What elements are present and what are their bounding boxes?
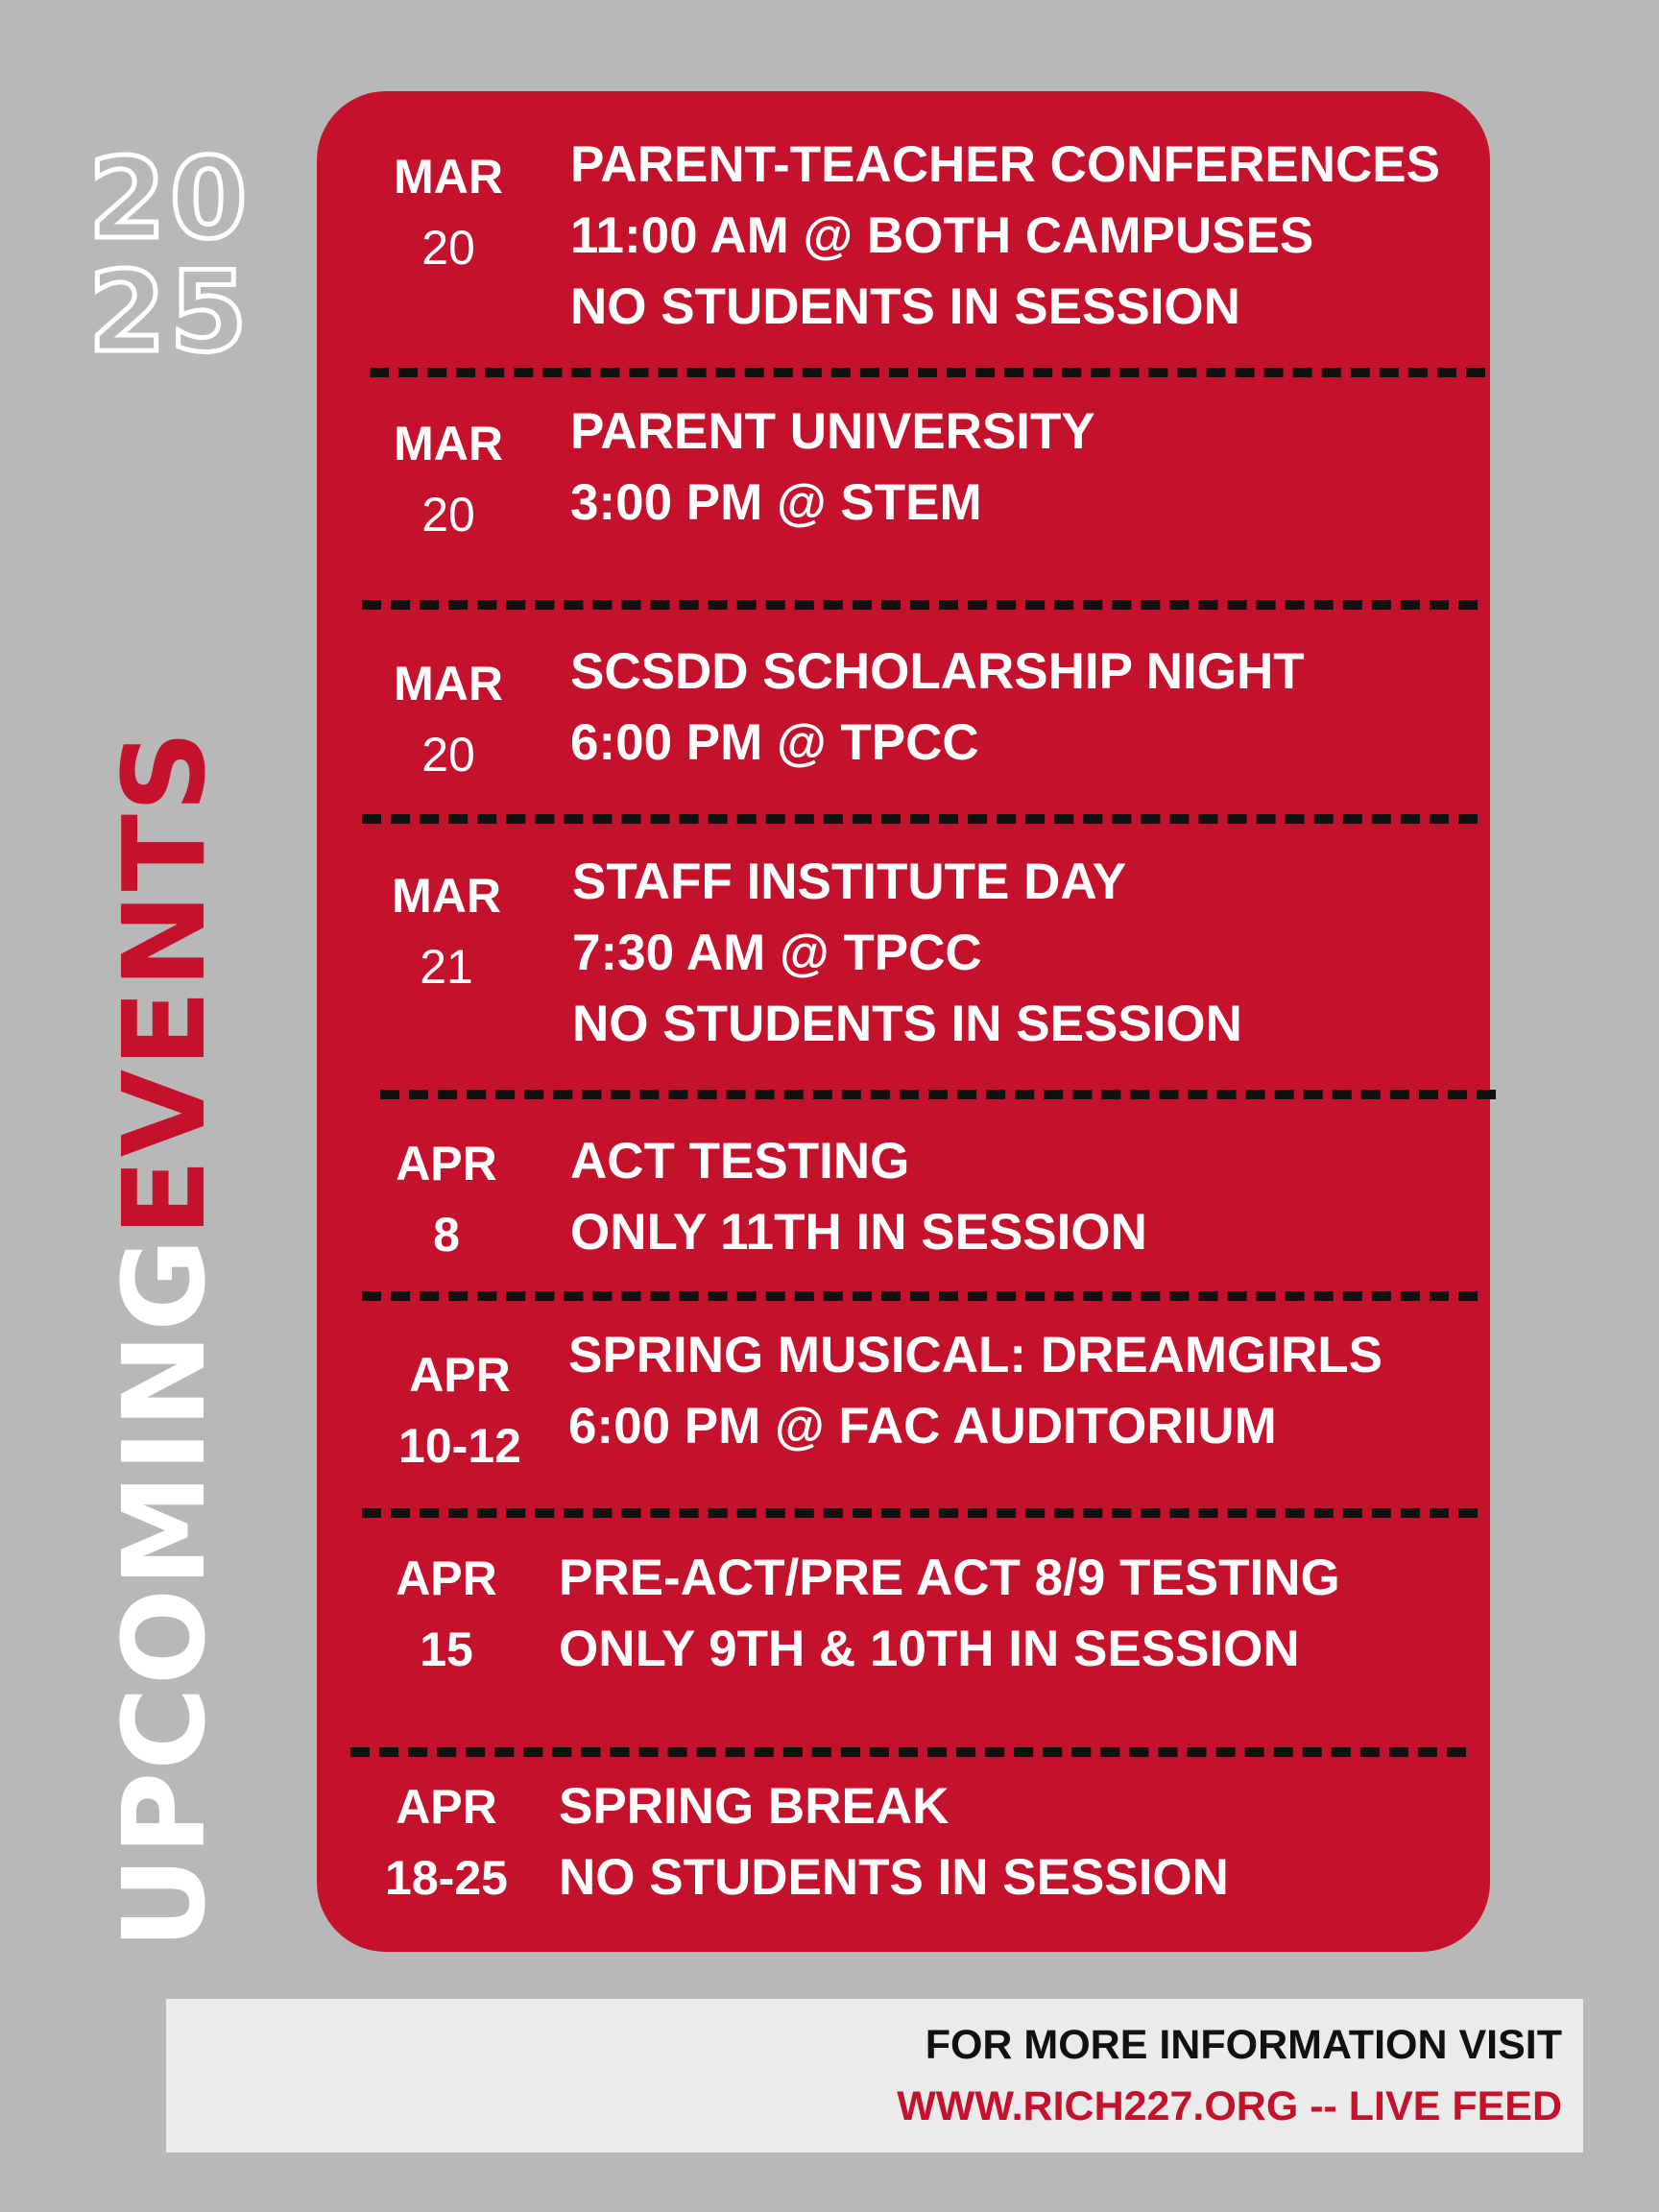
footer-website-link[interactable]: WWW.RICH227.ORG -- LIVE FEED: [897, 2083, 1562, 2129]
dashed-divider: [362, 1291, 1478, 1301]
event-details: [570, 130, 1440, 343]
event-day: 20: [421, 221, 475, 275]
dashed-divider: [362, 814, 1478, 824]
event-date: [374, 860, 518, 1002]
event-detail: 11:00 AM @ BOTH CAMPUSES: [570, 207, 1314, 264]
event-title: PRE-ACT/PRE ACT 8/9 TESTING: [559, 1550, 1340, 1606]
event-day: 20: [421, 728, 475, 781]
event-title: ACT TESTING: [570, 1133, 910, 1190]
event-details: [572, 847, 1242, 1060]
event-month: APR: [409, 1348, 511, 1402]
event-day: 20: [421, 488, 475, 541]
dashed-divider: [362, 600, 1478, 610]
dashed-divider: [362, 1508, 1478, 1518]
event-title: STAFF INSTITUTE DAY: [572, 854, 1127, 910]
event-day: 21: [420, 940, 473, 994]
event-details: [570, 1126, 1147, 1268]
title-events: EVENTS: [98, 729, 230, 1237]
event-day: 15: [420, 1623, 473, 1676]
event-details: [570, 397, 1095, 539]
upcoming-events-title: [98, 729, 230, 1949]
event-title: SCSDD SCHOLARSHIP NIGHT: [570, 643, 1305, 700]
event-day: 18-25: [385, 1851, 508, 1905]
event-date: [388, 1339, 532, 1481]
event-month: APR: [396, 1551, 497, 1605]
event-detail: 7:30 AM @ TPCC: [572, 925, 982, 981]
event-date: [376, 408, 520, 550]
event-detail: 3:00 PM @ STEM: [570, 474, 982, 531]
event-detail: NO STUDENTS IN SESSION: [570, 278, 1240, 335]
event-title: SPRING BREAK: [559, 1778, 950, 1835]
event-date: [374, 1128, 518, 1270]
footer-info-text: FOR MORE INFORMATION VISIT: [925, 2022, 1562, 2068]
event-date: [374, 1771, 518, 1913]
footer-info-box: [166, 1999, 1583, 2152]
year-top-digits: 20: [88, 134, 252, 264]
event-title: SPRING MUSICAL: DREAMGIRLS: [568, 1327, 1382, 1383]
event-detail: ONLY 9TH & 10TH IN SESSION: [559, 1621, 1300, 1677]
dashed-divider: [350, 1747, 1466, 1757]
event-month: MAR: [394, 657, 503, 710]
event-details: [559, 1771, 1229, 1913]
event-details: [559, 1543, 1340, 1685]
dashed-divider: [370, 368, 1485, 377]
dashed-divider: [380, 1090, 1496, 1099]
event-date: [374, 1543, 518, 1685]
event-detail: ONLY 11TH IN SESSION: [570, 1204, 1147, 1261]
event-month: MAR: [392, 869, 501, 923]
event-detail: 6:00 PM @ FAC AUDITORIUM: [568, 1398, 1277, 1455]
event-details: [568, 1320, 1382, 1462]
event-date: [376, 141, 520, 283]
event-date: [376, 648, 520, 790]
year-bottom-digits: 25: [88, 248, 252, 377]
event-title: PARENT-TEACHER CONFERENCES: [570, 136, 1440, 193]
events-panel: [317, 91, 1490, 1952]
event-detail: NO STUDENTS IN SESSION: [572, 996, 1242, 1052]
event-month: MAR: [394, 417, 503, 470]
event-month: APR: [396, 1780, 497, 1834]
event-day: 10-12: [398, 1419, 521, 1473]
event-detail: NO STUDENTS IN SESSION: [559, 1849, 1229, 1906]
title-upcoming: UPCOMING: [98, 1236, 230, 1949]
event-title: PARENT UNIVERSITY: [570, 403, 1095, 460]
event-month: APR: [396, 1137, 497, 1190]
event-details: [570, 637, 1305, 779]
event-detail: 6:00 PM @ TPCC: [570, 714, 979, 771]
event-day: 8: [433, 1208, 460, 1262]
event-month: MAR: [394, 150, 503, 204]
